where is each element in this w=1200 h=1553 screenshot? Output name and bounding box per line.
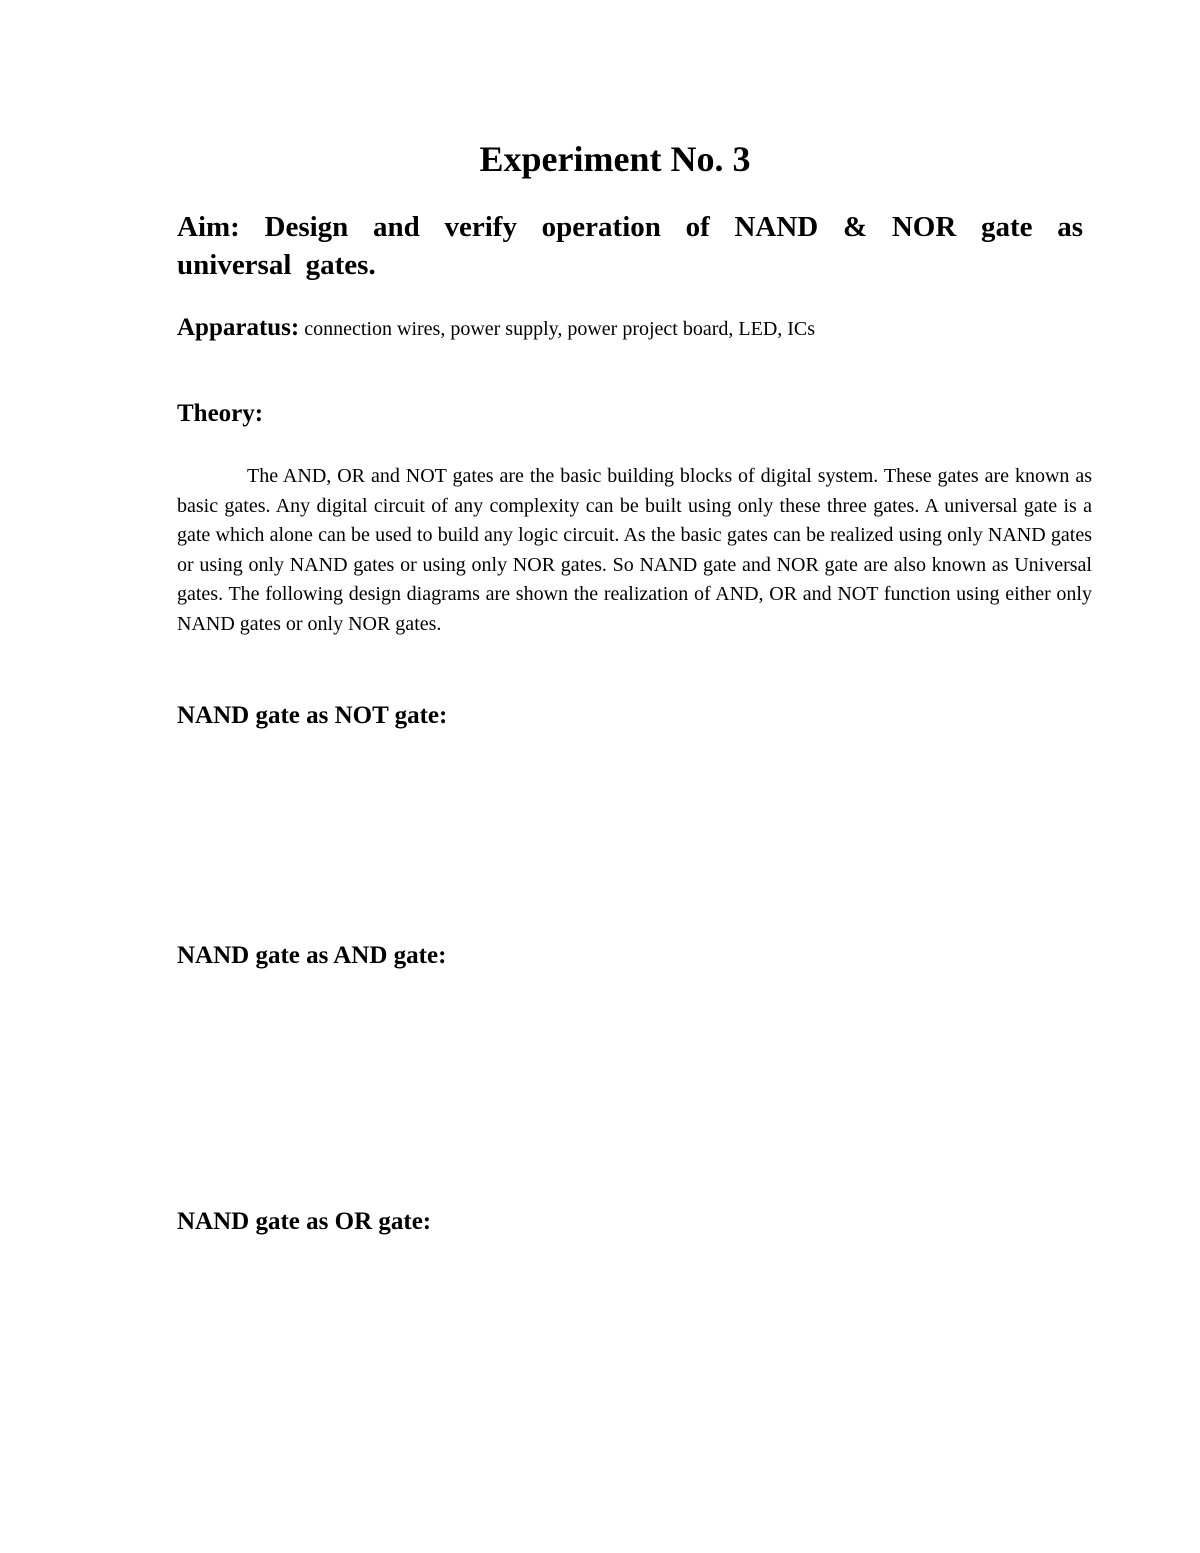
apparatus-label: Apparatus: — [177, 314, 300, 341]
aim-statement: Aim: Design and verify operation of NAND & NOR gate as universal gates. — [177, 211, 1083, 281]
apparatus-text: connection wires, power supply, power project board, LED, ICs — [299, 318, 816, 340]
nand-as-and-heading: NAND gate as AND gate: — [177, 942, 447, 969]
apparatus-line — [177, 310, 1097, 347]
nand-as-or-heading: NAND gate as OR gate: — [177, 1208, 432, 1235]
nand-as-not-heading: NAND gate as NOT gate: — [177, 702, 448, 729]
page-title: Experiment No. 3 — [479, 139, 751, 179]
theory-heading: Theory: — [177, 400, 264, 427]
theory-paragraph: The AND, OR and NOT gates are the basic building blocks of digital system. These gates are known as basic gates. Any digital circuit of any complexity can be built using only these three gates. A universal gate is a gate which alone can be used to build any logic circuit. As the basic gates can be realized using only NAND gates or using only NAND gates or using only NOR gates. So NAND gate and NOR gate are also known as Universal gates. The following design diagrams are shown the realization of AND, OR and NOT function using either only NAND gates or only NOR gates. — [177, 465, 1092, 635]
